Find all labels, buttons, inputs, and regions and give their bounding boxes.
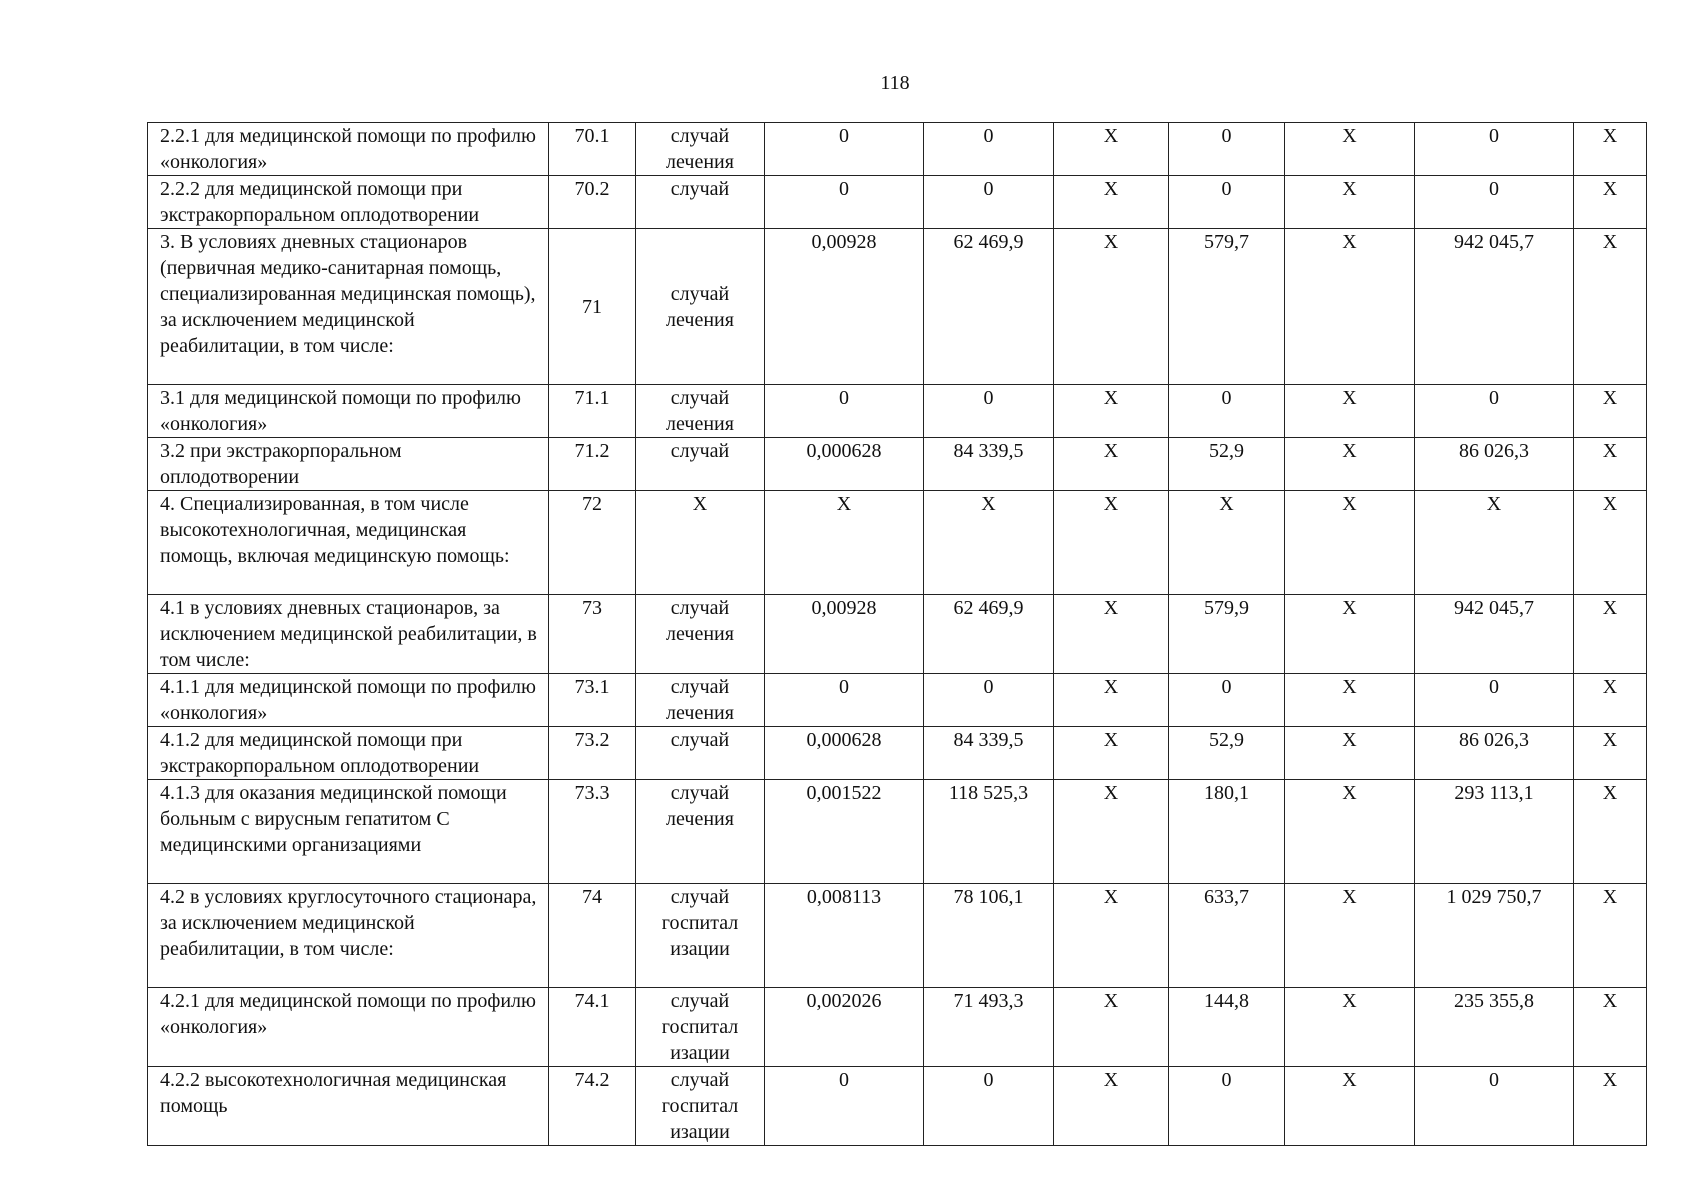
table-row	[148, 123, 1647, 176]
row-code: 74	[549, 884, 636, 988]
row-value: Х	[1574, 123, 1647, 176]
row-value: 0	[1415, 123, 1574, 176]
row-value: 0	[1169, 674, 1285, 727]
row-value: 180,1	[1169, 780, 1285, 884]
row-unit: случай госпитал изации	[636, 988, 765, 1067]
row-value: Х	[1285, 385, 1415, 438]
row-code: 73.3	[549, 780, 636, 884]
row-code: 73.1	[549, 674, 636, 727]
row-name: 2.2.1 для медицинской помощи по профилю «онкология»	[148, 123, 549, 176]
row-value: 0	[765, 176, 924, 229]
row-value: Х	[1285, 595, 1415, 674]
row-name: 4.2.1 для медицинской помощи по профилю «онкология»	[148, 988, 549, 1067]
row-value: Х	[1054, 674, 1169, 727]
row-value: Х	[1054, 123, 1169, 176]
row-value: 0,000628	[765, 438, 924, 491]
row-value: Х	[1169, 491, 1285, 595]
row-name: 4.1.2 для медицинской помощи при экстракорпоральном оплодотворении	[148, 727, 549, 780]
row-value: 0	[1415, 385, 1574, 438]
row-code: 70.2	[549, 176, 636, 229]
row-value: Х	[1574, 491, 1647, 595]
row-value: Х	[1285, 727, 1415, 780]
row-unit: случай лечения	[636, 123, 765, 176]
row-value: 293 113,1	[1415, 780, 1574, 884]
row-unit: случай госпитал изации	[636, 1067, 765, 1146]
row-name: 3. В условиях дневных стационаров (первичная медико-санитарная помощь, специализированная медицинская помощь), за исключением медицинской реабилитации, в том числе:	[148, 229, 549, 385]
row-unit: случай госпитал изации	[636, 884, 765, 988]
data-table	[147, 122, 1647, 1146]
table-row	[148, 780, 1647, 884]
table-row	[148, 229, 1647, 385]
row-unit: случай лечения	[636, 229, 765, 385]
row-value: 0,008113	[765, 884, 924, 988]
row-value: Х	[1054, 176, 1169, 229]
table-row	[148, 385, 1647, 438]
row-value: 942 045,7	[1415, 229, 1574, 385]
row-name: 2.2.2 для медицинской помощи при экстракорпоральном оплодотворении	[148, 176, 549, 229]
row-value: Х	[1574, 727, 1647, 780]
row-name: 4.2 в условиях круглосуточного стационара, за исключением медицинской реабилитации, в том числе:	[148, 884, 549, 988]
row-name: 4.1 в условиях дневных стационаров, за исключением медицинской реабилитации, в том числе:	[148, 595, 549, 674]
row-value: 0	[1169, 1067, 1285, 1146]
row-value: 0	[765, 1067, 924, 1146]
row-code: 72	[549, 491, 636, 595]
row-value: Х	[1574, 988, 1647, 1067]
row-value: Х	[1574, 595, 1647, 674]
row-value: Х	[1574, 229, 1647, 385]
row-value: 78 106,1	[924, 884, 1054, 988]
row-unit: случай лечения	[636, 674, 765, 727]
row-code: 73	[549, 595, 636, 674]
table-row	[148, 176, 1647, 229]
row-unit: Х	[636, 491, 765, 595]
row-value: 0	[1169, 385, 1285, 438]
row-value: 52,9	[1169, 438, 1285, 491]
row-value: 0	[1415, 176, 1574, 229]
row-value: Х	[1054, 385, 1169, 438]
row-value: Х	[1054, 988, 1169, 1067]
row-code: 73.2	[549, 727, 636, 780]
row-value: Х	[1285, 1067, 1415, 1146]
row-value: 62 469,9	[924, 229, 1054, 385]
row-value: 0	[924, 674, 1054, 727]
row-value: 0,001522	[765, 780, 924, 884]
row-name: 4.2.2 высокотехнологичная медицинская помощь	[148, 1067, 549, 1146]
row-code: 70.1	[549, 123, 636, 176]
row-value: 86 026,3	[1415, 727, 1574, 780]
row-value: 0	[924, 176, 1054, 229]
row-value: 0,00928	[765, 595, 924, 674]
table-row	[148, 727, 1647, 780]
row-name: 4.1.3 для оказания медицинской помощи больным с вирусным гепатитом С медицинскими организациями	[148, 780, 549, 884]
row-value: Х	[1054, 780, 1169, 884]
row-value: 0	[765, 385, 924, 438]
row-value: 118 525,3	[924, 780, 1054, 884]
row-value: 0	[1415, 674, 1574, 727]
table-row	[148, 988, 1647, 1067]
row-value: 0	[1415, 1067, 1574, 1146]
row-value: Х	[1054, 1067, 1169, 1146]
row-value: 0	[765, 123, 924, 176]
table-row	[148, 674, 1647, 727]
page-number: 118	[880, 72, 910, 94]
row-value: 62 469,9	[924, 595, 1054, 674]
row-value: Х	[1574, 780, 1647, 884]
row-value: 579,7	[1169, 229, 1285, 385]
row-unit: случай лечения	[636, 595, 765, 674]
row-value: Х	[1574, 176, 1647, 229]
row-value: 86 026,3	[1415, 438, 1574, 491]
row-value: 0	[1169, 176, 1285, 229]
table-row	[148, 884, 1647, 988]
row-unit: случай	[636, 727, 765, 780]
row-code: 74.1	[549, 988, 636, 1067]
row-value: 0	[924, 123, 1054, 176]
row-name: 4. Специализированная, в том числе высокотехнологичная, медицинская помощь, включая медицинскую помощь:	[148, 491, 549, 595]
row-value: 0	[924, 385, 1054, 438]
table-row	[148, 491, 1647, 595]
row-code: 71	[549, 229, 636, 385]
row-unit: случай лечения	[636, 385, 765, 438]
row-code: 71.1	[549, 385, 636, 438]
row-value: 0	[1169, 123, 1285, 176]
row-unit: случай	[636, 438, 765, 491]
row-value: Х	[1285, 780, 1415, 884]
row-value: Х	[1415, 491, 1574, 595]
row-value: 84 339,5	[924, 438, 1054, 491]
table-row	[148, 438, 1647, 491]
row-value: Х	[1574, 884, 1647, 988]
row-value: Х	[1285, 884, 1415, 988]
row-value: Х	[1574, 438, 1647, 491]
row-value: Х	[1054, 438, 1169, 491]
row-value: Х	[1285, 229, 1415, 385]
row-value: 235 355,8	[1415, 988, 1574, 1067]
row-value: Х	[1285, 491, 1415, 595]
row-value: Х	[1285, 988, 1415, 1067]
row-value: 144,8	[1169, 988, 1285, 1067]
row-value: Х	[1054, 229, 1169, 385]
row-value: Х	[1054, 595, 1169, 674]
row-value: Х	[924, 491, 1054, 595]
row-value: 0	[765, 674, 924, 727]
row-code: 74.2	[549, 1067, 636, 1146]
row-value: 71 493,3	[924, 988, 1054, 1067]
row-value: Х	[765, 491, 924, 595]
row-value: Х	[1285, 674, 1415, 727]
row-value: 0,000628	[765, 727, 924, 780]
row-unit: случай	[636, 176, 765, 229]
row-value: Х	[1285, 176, 1415, 229]
row-value: Х	[1574, 674, 1647, 727]
row-value: Х	[1054, 491, 1169, 595]
row-value: Х	[1574, 1067, 1647, 1146]
row-value: 0,00928	[765, 229, 924, 385]
row-value: 52,9	[1169, 727, 1285, 780]
row-name: 3.2 при экстракорпоральном оплодотворении	[148, 438, 549, 491]
row-value: Х	[1574, 385, 1647, 438]
row-value: 579,9	[1169, 595, 1285, 674]
row-value: 1 029 750,7	[1415, 884, 1574, 988]
row-value: Х	[1054, 727, 1169, 780]
row-name: 3.1 для медицинской помощи по профилю «онкология»	[148, 385, 549, 438]
row-code: 71.2	[549, 438, 636, 491]
row-value: 0	[924, 1067, 1054, 1146]
row-name: 4.1.1 для медицинской помощи по профилю «онкология»	[148, 674, 549, 727]
row-value: 942 045,7	[1415, 595, 1574, 674]
table-row	[148, 595, 1647, 674]
row-value: 633,7	[1169, 884, 1285, 988]
row-value: 84 339,5	[924, 727, 1054, 780]
row-value: Х	[1285, 123, 1415, 176]
row-value: Х	[1285, 438, 1415, 491]
row-unit: случай лечения	[636, 780, 765, 884]
row-value: 0,002026	[765, 988, 924, 1067]
row-value: Х	[1054, 884, 1169, 988]
table-row	[148, 1067, 1647, 1146]
